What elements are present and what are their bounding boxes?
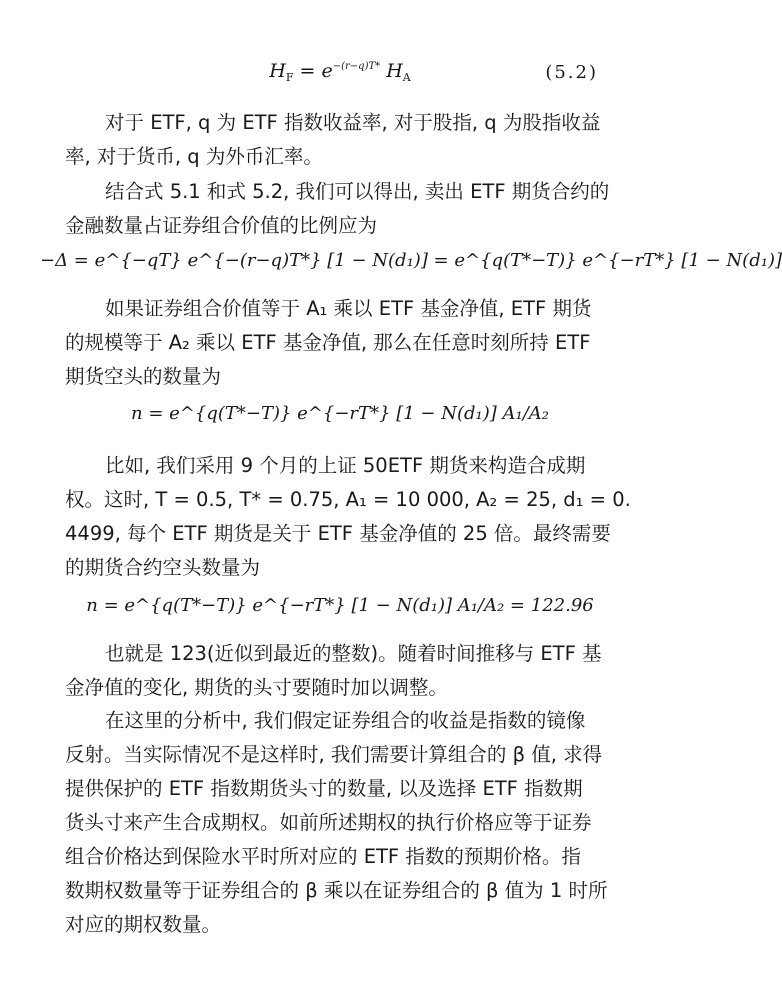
paragraph-6 [65,704,620,942]
equation-n-value: n = e^{q(T*−T)} e^{−rT*} [1 − N(d₁)] A₁/A₂ = 122.96 [86,595,594,616]
text-line: 比如, 我们采用 9 个月的上证 50ETF 期货来构造合成期 [105,454,586,477]
equation-5-2: $H_F = e^{-(r-q)T*}$ $H_A$ [269,60,411,84]
text-line: 货头寸来产生合成期权。如前所述期权的执行价格应等于证券 [65,811,592,834]
text-line: 金融数量占证券组合价值的比例应为 [65,214,378,237]
equation-delta: −Δ = e^{−qT} e^{−(r−q)T*} [1 − N(d₁)] = e^{q(T*−T)} e^{−rT*} [1 − N(d₁)] [40,250,782,271]
text-line: 组合价格达到保险水平时所对应的 ETF 指数的预期价格。指 [65,845,581,868]
equation-n: n = e^{q(T*−T)} e^{−rT*} [1 − N(d₁)] A₁/A₂ [131,403,549,424]
text-line: 在这里的分析中, 我们假定证券组合的收益是指数的镜像 [105,709,586,732]
text-line: 提供保护的 ETF 指数期货头寸的数量, 以及选择 ETF 指数期 [65,777,583,800]
text-line: 数期权数量等于证券组合的 β 乘以在证券组合的 β 值为 1 时所 [65,879,608,902]
text-line: 权。这时, T = 0.5, T* = 0.75, A₁ = 10 000, A₂ = 25, d₁ = 0. [65,488,631,511]
paragraph-3 [65,292,620,394]
equation-number: (5.2) [545,62,598,83]
paragraph-4 [65,449,631,585]
text-line: 对于 ETF, q 为 ETF 指数收益率, 对于股指, q 为股指收益 [105,111,601,134]
text-line: 的期货合约空头数量为 [65,556,261,579]
text-line: 的规模等于 A₂ 乘以 ETF 基金净值, 那么在任意时刻所持 ETF [65,331,591,354]
text-line: 如果证券组合价值等于 A₁ 乘以 ETF 基金净值, ETF 期货 [105,297,592,320]
text-line: 对应的期权数量。 [65,913,222,936]
paragraph-1 [65,106,620,174]
text-line: 也就是 123(近似到最近的整数)。随着时间推移与 ETF 基 [105,642,602,665]
text-line: 反射。当实际情况不是这样时, 我们需要计算组合的 β 值, 求得 [65,743,603,766]
text-line: 金净值的变化, 期货的头寸要随时加以调整。 [65,676,448,699]
text-line: 期货空头的数量为 [65,365,222,388]
paragraph-5 [65,637,620,705]
text-line: 率, 对于货币, q 为外币汇率。 [65,145,323,168]
paragraph-2 [65,175,620,243]
text-line: 4499, 每个 ETF 期货是关于 ETF 基金净值的 25 倍。最终需要 [65,522,611,545]
text-line: 结合式 5.1 和式 5.2, 我们可以得出, 卖出 ETF 期货合约的 [105,180,610,203]
